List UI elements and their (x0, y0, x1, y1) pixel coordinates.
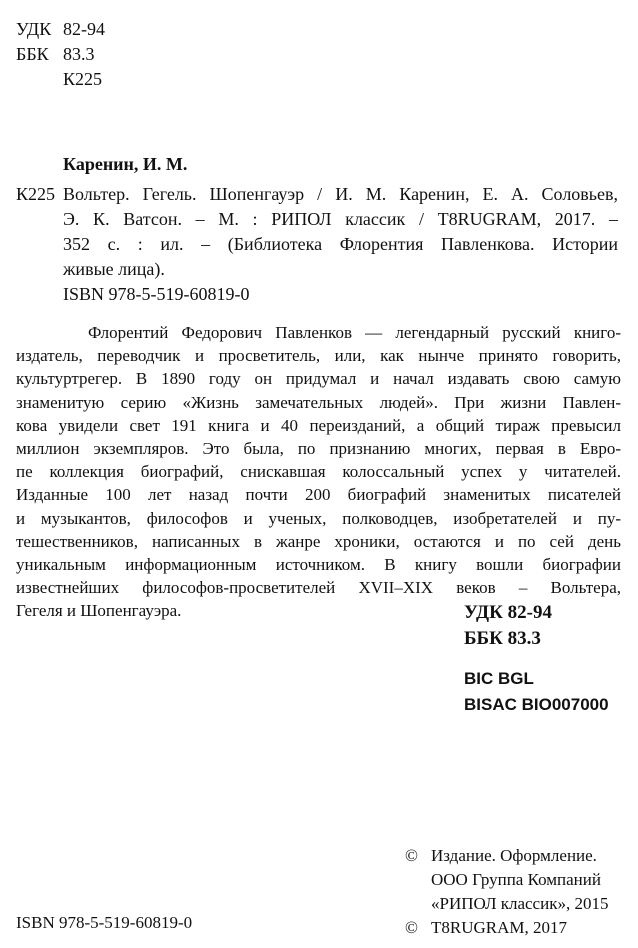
annotation-line: уникальным информационным источником. В книгу вошли биографии (16, 554, 621, 574)
annotation-line: Флорентий Федорович Павленков — легендарный русский книго- (88, 323, 621, 342)
annotation-line: миллион экземпляров. Это была, по признанию многих, первая в Евро- (16, 438, 621, 458)
annotation-line: пе коллекция биографий, снискавшая колоссальный успех у читателей. (16, 462, 621, 482)
record-line: Вольтер. Гегель. Шопенгауэр / И. М. Каренин, Е. А. Соловьев, (63, 184, 618, 204)
record-isbn: ISBN 978-5-519-60819-0 (63, 284, 250, 304)
record-cutter-code: К225 (16, 184, 56, 204)
bisac-code: BISAC BIO007000 (464, 695, 609, 714)
annotation-line: Гегеля и Шопенгауэра. (16, 601, 182, 621)
classification-block (464, 602, 609, 721)
udc-row (16, 17, 105, 42)
annotation-line: и музыкантов, философов и ученых, полководцев, изобретателей и пу- (16, 508, 621, 528)
copyright-line: ООО Группа Компаний (431, 870, 601, 889)
copyright-row (405, 894, 608, 918)
cutter-row (16, 67, 105, 92)
copyright-row (405, 870, 608, 894)
annotation-line: знаменитую серию «Жизнь замечательных людей». При жизни Павлен- (16, 392, 621, 412)
copyright-line: «РИПОЛ классик», 2015 (431, 894, 609, 913)
bbk-label: ББК (16, 44, 49, 64)
udc-value: 82-94 (63, 19, 105, 39)
record-line: живые лица). (63, 259, 165, 279)
record-line: 352 с. : ил. – (Библиотека Флорентия Павленкова. Истории (63, 234, 618, 254)
annotation-line: кова увидели свет 191 книга и 40 переизданий, а общий тираж превысил (16, 415, 621, 435)
bottom-isbn: ISBN 978-5-519-60819-0 (16, 913, 193, 932)
bic-code: BIC BGL (464, 669, 534, 688)
record-description (63, 182, 618, 307)
annotation-line: Изданные 100 лет назад почти 200 биографий знаменитых писателей (16, 485, 621, 505)
annotation-line: издатель, переводчик и просветитель, или, как нынче принято говорить, (16, 346, 621, 366)
top-classification-block (16, 17, 105, 92)
top-cutter-code: К225 (63, 69, 103, 89)
copyright-line: Издание. Оформление. (431, 846, 597, 865)
udc-code: УДК 82-94 (464, 602, 552, 623)
udc-label: УДК (16, 19, 52, 39)
copyright-block (405, 846, 608, 942)
annotation-line: культуртрегер. В 1890 году он придумал и начал издавать свою самую (16, 369, 621, 389)
copyright-icon: © (405, 846, 418, 865)
record-author: Каренин, И. М. (63, 154, 188, 174)
copyright-icon: © (405, 918, 418, 937)
copyright-line: T8RUGRAM, 2017 (431, 918, 568, 937)
bbk-row (16, 42, 105, 67)
annotation-line: тешественников, написанных в жанре хроники, остаются и по сей день (16, 531, 621, 551)
bbk-value: 83.3 (63, 44, 95, 64)
bbk-code: ББК 83.3 (464, 628, 541, 649)
annotation-paragraph (16, 321, 621, 622)
annotation-line: известнейших философов-просветителей XVII–XIX веков – Вольтера, (16, 578, 621, 598)
copyright-row (405, 918, 608, 942)
copyright-row (405, 846, 608, 870)
record-line: Э. К. Ватсон. – М. : РИПОЛ классик / T8RUGRAM, 2017. – (63, 209, 618, 229)
